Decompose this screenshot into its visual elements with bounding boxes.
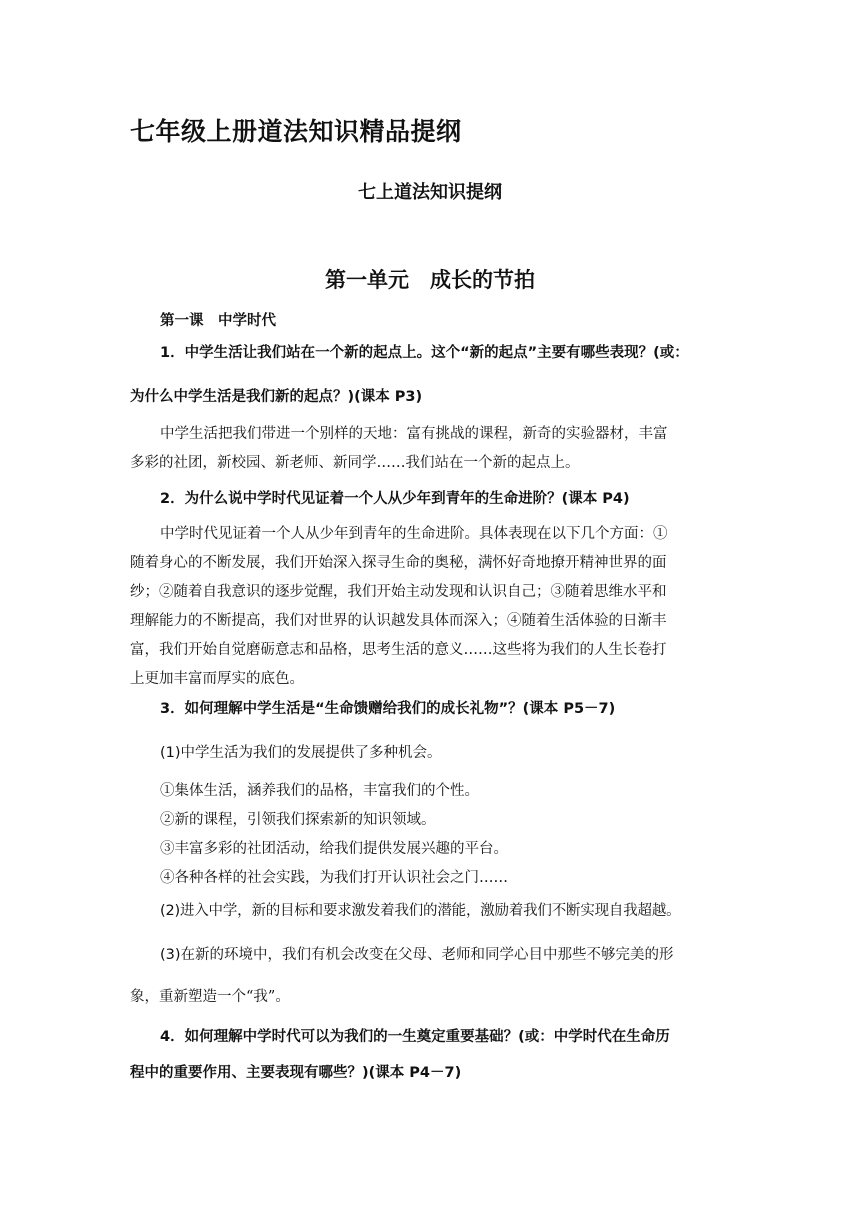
answer-2-line: 富，我们开始自觉磨砺意志和品格，思考生活的意义……这些将为我们的人生长卷打 <box>130 642 667 658</box>
answer-2-line: 中学时代见证着一个人从少年到青年的生命进阶。具体表现在以下几个方面：① <box>160 526 668 542</box>
answer-3-point-1: (1)中学生活为我们的发展提供了多种机会。 <box>160 745 442 761</box>
answer-3-item: ③丰富多彩的社团活动，给我们提供发展兴趣的平台。 <box>160 841 508 857</box>
question-3: 3．如何理解中学生活是“生命馈赠给我们的成长礼物”？(课本 P5－7) <box>160 701 616 717</box>
document-subtitle: 七上道法知识提纲 <box>358 182 502 203</box>
answer-2-line: 纱；②随着自我意识的逐步觉醒，我们开始主动发现和认识自己；③随着思维水平和 <box>130 584 667 600</box>
lesson-heading: 第一课 中学时代 <box>160 313 276 329</box>
answer-3-point-3-line-1: (3)在新的环境中，我们有机会改变在父母、老师和同学心目中那些不够完美的形 <box>160 947 674 963</box>
answer-3-item: ①集体生活，涵养我们的品格，丰富我们的个性。 <box>160 783 479 799</box>
answer-2-line: 随着身心的不断发展，我们开始深入探寻生命的奥秘，满怀好奇地撩开精神世界的面 <box>130 555 667 571</box>
answer-1-line: 中学生活把我们带进一个别样的天地：富有挑战的课程，新奇的实验器材，丰富 <box>160 426 668 442</box>
question-4-line-2: 程中的重要作用、主要表现有哪些？)(课本 P4－7) <box>130 1065 462 1081</box>
answer-3-item: ②新的课程，引领我们探索新的知识领域。 <box>160 812 436 828</box>
document-title: 七年级上册道法知识精品提纲 <box>130 117 462 146</box>
answer-3-items <box>160 777 740 893</box>
question-4-line-1: 4．如何理解中学时代可以为我们的一生奠定重要基础？(或：中学时代在生命历 <box>160 1029 670 1045</box>
unit-heading: 第一单元 成长的节拍 <box>325 268 535 292</box>
answer-2 <box>130 520 730 694</box>
answer-2-line: 理解能力的不断提高，我们对世界的认识越发具体而深入；④随着生活体验的日渐丰 <box>130 613 667 629</box>
question-1-line-2: 为什么中学生活是我们新的起点？)(课本 P3) <box>130 389 423 405</box>
answer-3-point-2: (2)进入中学，新的目标和要求激发着我们的潜能，激励着我们不断实现自我超越。 <box>160 903 681 919</box>
answer-2-line: 上更加丰富而厚实的底色。 <box>130 671 304 687</box>
answer-1-line: 多彩的社团，新校园、新老师、新同学……我们站在一个新的起点上。 <box>130 455 580 471</box>
answer-3-point-3-line-2: 象，重新塑造一个“我”。 <box>130 989 290 1005</box>
answer-3-item: ④各种各样的社会实践，为我们打开认识社会之门…… <box>160 870 508 886</box>
question-1-line-1: 1．中学生活让我们站在一个新的起点上。这个“新的起点”主要有哪些表现？(或： <box>160 345 689 361</box>
answer-1 <box>130 420 730 478</box>
question-2: 2．为什么说中学时代见证着一个人从少年到青年的生命进阶？(课本 P4) <box>160 491 630 507</box>
